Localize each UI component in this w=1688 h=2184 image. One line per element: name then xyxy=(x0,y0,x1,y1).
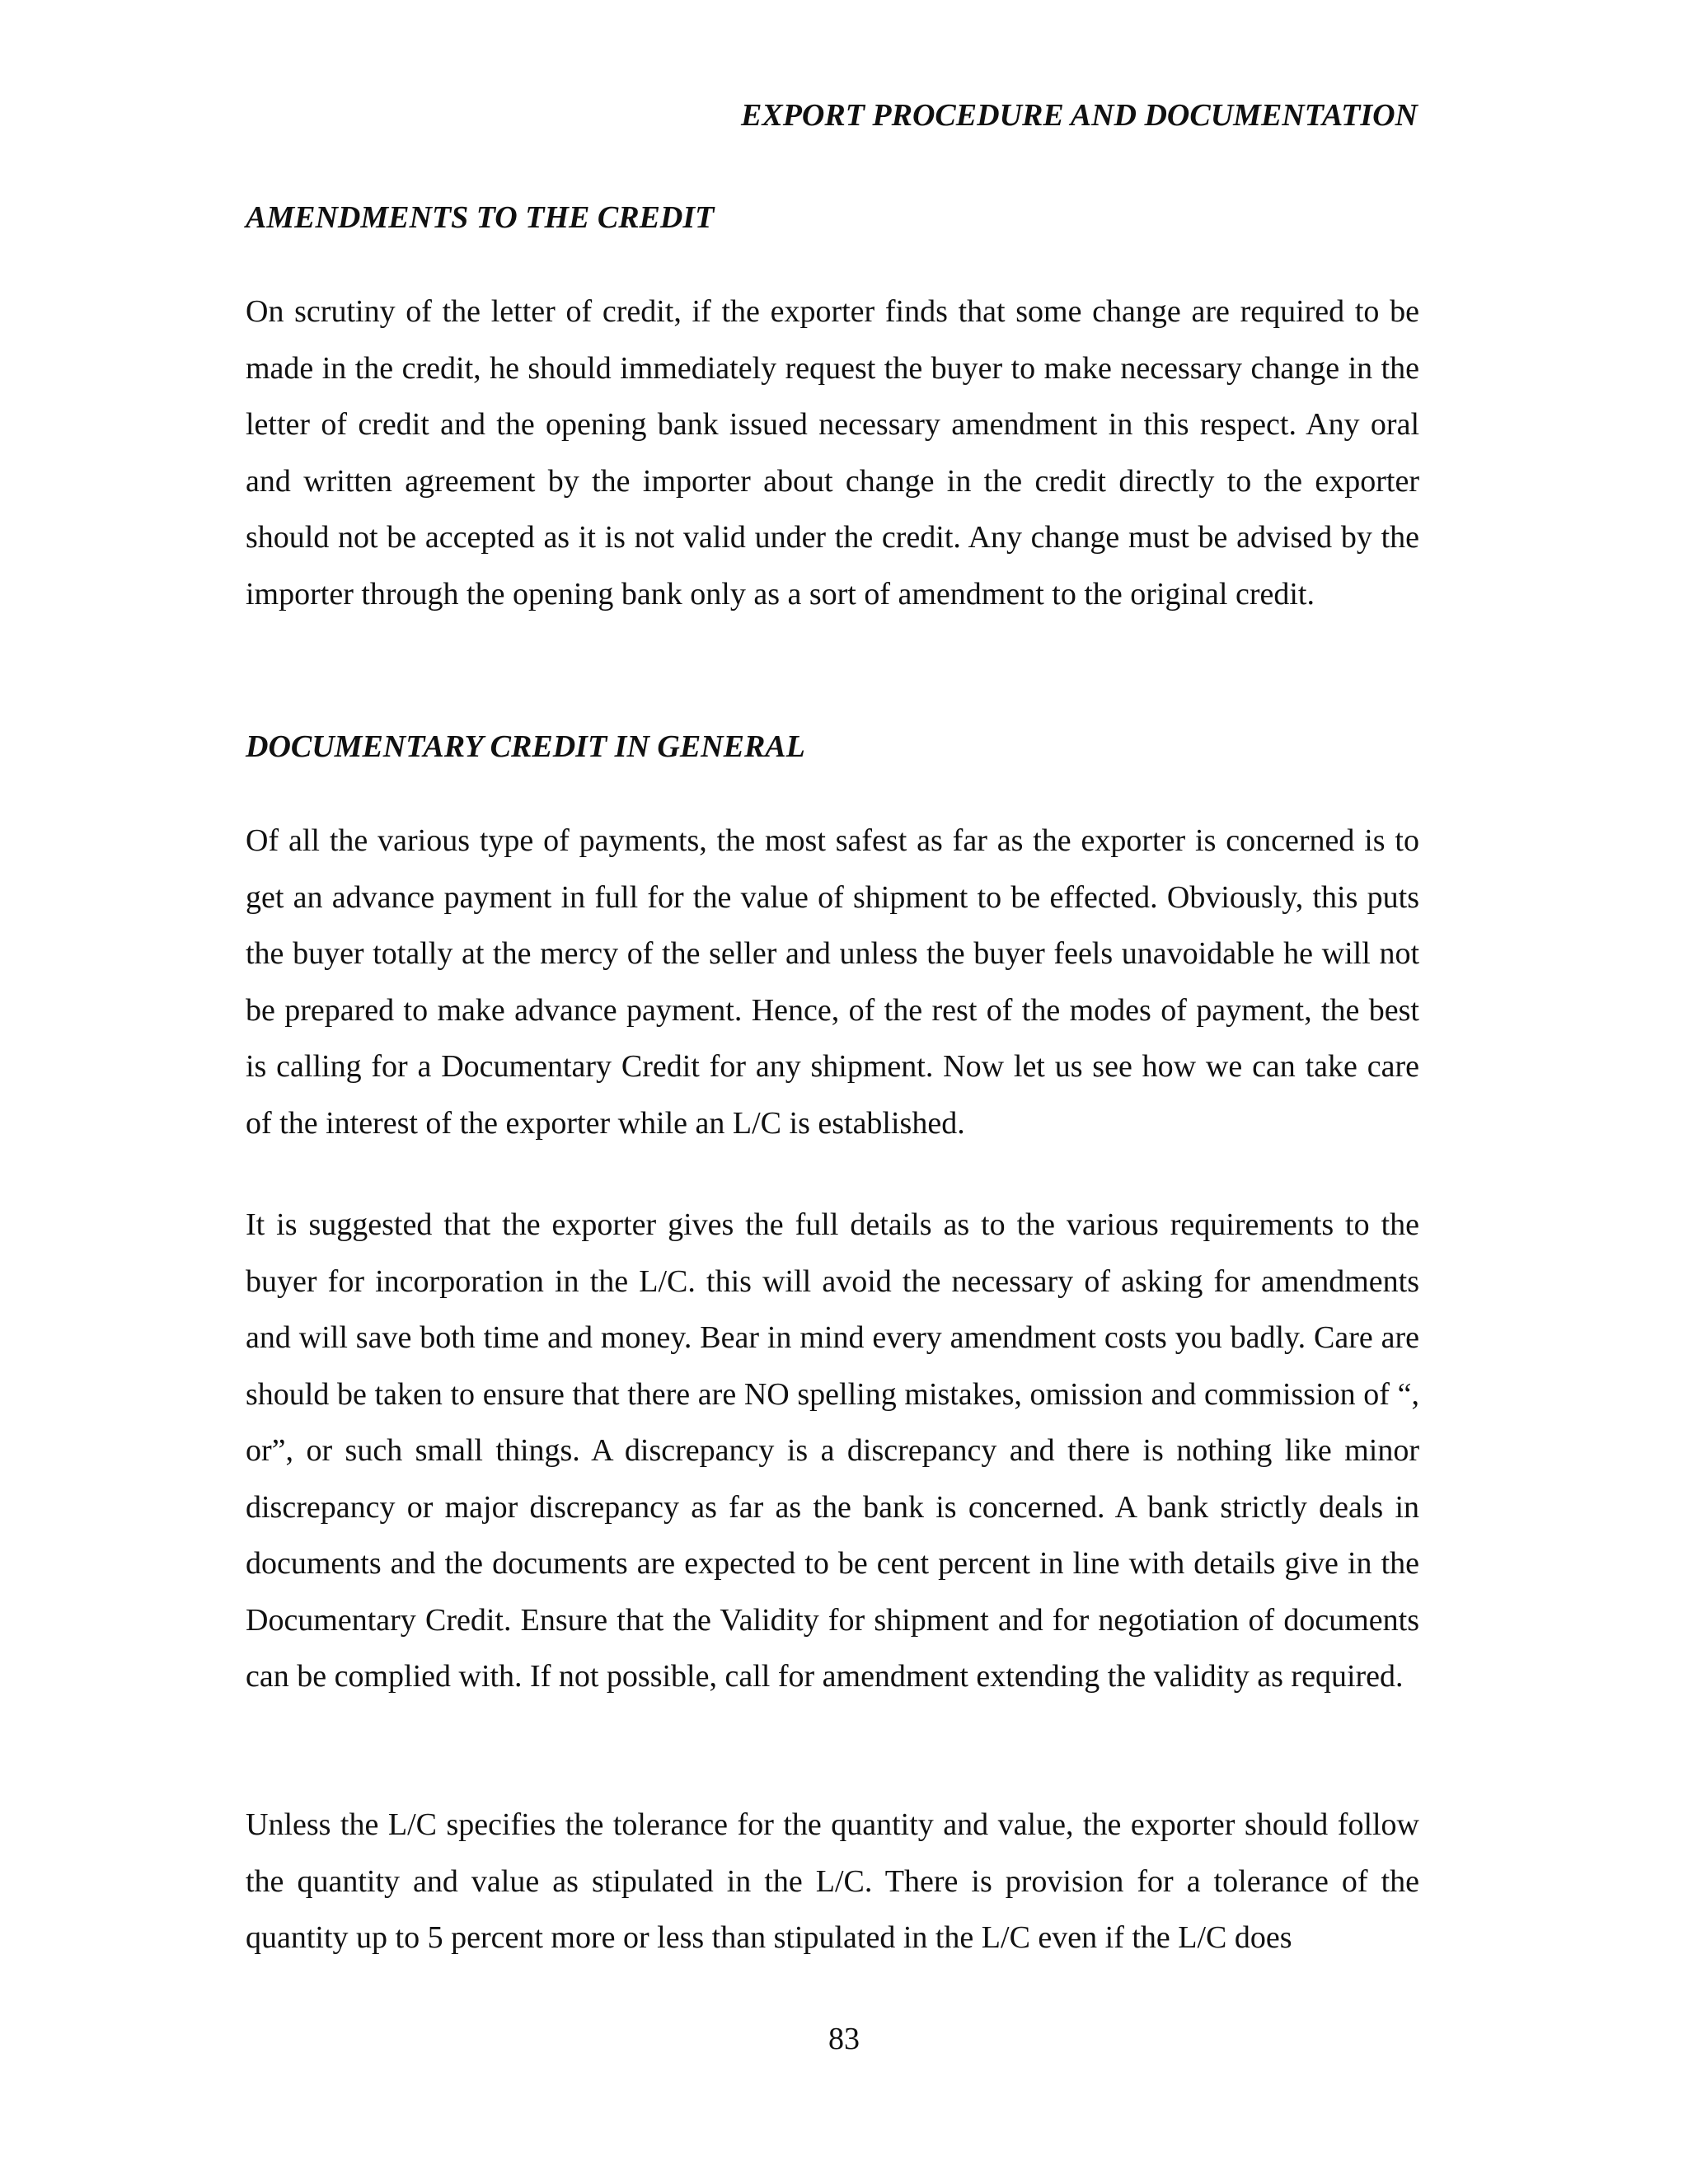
running-header: EXPORT PROCEDURE AND DOCUMENTATION xyxy=(741,98,1418,133)
section-heading-documentary-credit: DOCUMENTARY CREDIT IN GENERAL xyxy=(246,729,805,764)
section-heading-amendments: AMENDMENTS TO THE CREDIT xyxy=(246,200,715,235)
paragraph-tolerance: Unless the L/C specifies the tolerance for the quantity and value, the exporter should follow the quantity and value as stipulated in the L/C. There is provision for a tolerance of the quantity up to 5 percent more or less than stipulated in the L/C even if the L/C does xyxy=(246,1807,1419,1955)
paragraph-advance-payment: Of all the various type of payments, the most safest as far as the exporter is concerned is to get an advance payment in full for the value of shipment to be effected. Obviously, this puts the buyer totally at the mercy of the seller and unless the buyer feels unavoidable he will not be prepared to make advance payment. Hence, of the rest of the modes of payment, the best is calling for a Documentary Credit for any shipment. Now let us see how we can take care of the interest of the exporter while an L/C is established. xyxy=(246,823,1419,1141)
paragraph-lc-requirements: It is suggested that the exporter gives the full details as to the various requirements to the buyer for incorporation in the L/C. this will avoid the necessary of asking for amendments and will save both time and money. Bear in mind every amendment costs you badly. Care are should be taken to ensure that there are NO spelling mistakes, omission and commission of “, or”, or such small things. A discrepancy is a discrepancy and there is nothing like minor discrepancy or major discrepancy as far as the bank is concerned. A bank strictly deals in documents and the documents are expected to be cent percent in line with details give in the Documentary Credit. Ensure that the Validity for shipment and for negotiation of documents can be complied with. If not possible, call for amendment extending the validity as required. xyxy=(246,1207,1419,1694)
paragraph-amendments: On scrutiny of the letter of credit, if the exporter finds that some change are required to be made in the credit, he should immediately request the buyer to make necessary change in the letter of credit and the opening bank issued necessary amendment in this respect. Any oral and written agreement by the importer about change in the credit directly to the exporter should not be accepted as it is not valid under the credit. Any change must be advised by the importer through the opening bank only as a sort of amendment to the original credit. xyxy=(246,294,1419,612)
page-number: 83 xyxy=(828,2022,860,2056)
